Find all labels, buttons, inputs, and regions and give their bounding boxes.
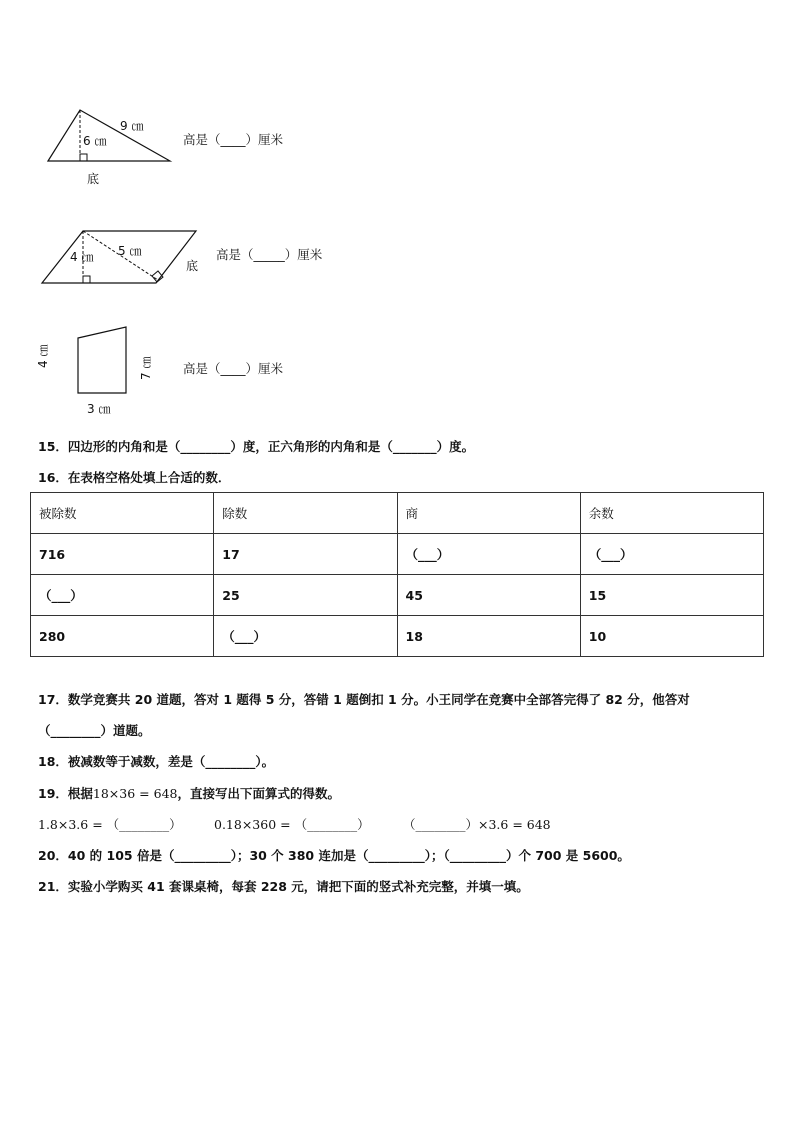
question-19-equation: 18×36 = 648	[92, 786, 178, 801]
trapezoid-left-label: 4 ㎝	[36, 344, 50, 368]
table-cell: 25	[214, 575, 397, 616]
question-15[interactable]: 15．四边形的内角和是（________）度，正六角形的内角和是（_______）度。	[38, 439, 475, 454]
question-19-a[interactable]: 1.8×3.6 = （________）	[38, 817, 182, 832]
question-19-c[interactable]: （________）×3.6 = 648	[403, 817, 551, 832]
question-17-line-2[interactable]: （________）道题。	[38, 723, 151, 738]
parallelogram-height-answer[interactable]: 高是（_____）厘米	[216, 247, 323, 262]
question-19-prefix: 19．根据	[38, 786, 93, 801]
table-cell: 716	[31, 534, 214, 575]
question-16: 16．在表格空格处填上合适的数．	[38, 470, 231, 485]
table-cell-blank[interactable]: （___）	[31, 575, 214, 616]
division-table	[30, 492, 764, 657]
table-header-row	[31, 493, 764, 534]
triangle-height-label: 6 ㎝	[83, 134, 107, 148]
table-cell-blank[interactable]: （___）	[214, 616, 397, 657]
parallelogram-height-label: 4 ㎝	[70, 250, 94, 264]
table-header-divisor: 除数	[214, 493, 397, 534]
question-18[interactable]: 18．被减数等于减数，差是（________）。	[38, 754, 275, 769]
trapezoid-figure	[70, 322, 140, 400]
question-21: 21．实验小学购买 41 套课桌椅，每套 228 元，请把下面的竖式补充完整，并填一填。	[38, 879, 529, 894]
question-20[interactable]: 20．40 的 105 倍是（_________）；30 个 380 连加是（_________）；（_________）个 700 是 5600。	[38, 848, 630, 863]
question-19	[38, 784, 340, 802]
question-17-line-1: 17．数学竞赛共 20 道题，答对 1 题得 5 分，答错 1 题倒扣 1 分。小王同学在竞赛中全部答完得了 82 分，他答对	[38, 692, 690, 707]
table-cell: 280	[31, 616, 214, 657]
table-cell: 17	[214, 534, 397, 575]
table-cell: 18	[397, 616, 580, 657]
question-19-suffix: ，直接写出下面算式的得数。	[177, 786, 340, 801]
triangle-height-answer[interactable]: 高是（____）厘米	[183, 132, 284, 147]
table-cell-blank[interactable]: （___）	[580, 534, 763, 575]
parallelogram-diagonal-label: 5 ㎝	[118, 244, 142, 258]
table-cell: 15	[580, 575, 763, 616]
trapezoid-bottom-label: 3 ㎝	[87, 402, 111, 416]
table-cell: 45	[397, 575, 580, 616]
table-header-quotient: 商	[397, 493, 580, 534]
trapezoid-right-label: 7 ㎝	[139, 356, 153, 380]
table-row	[31, 534, 764, 575]
table-cell-blank[interactable]: （___）	[397, 534, 580, 575]
table-row	[31, 616, 764, 657]
triangle-figure	[40, 105, 180, 170]
question-19-b[interactable]: 0.18×360 = （________）	[214, 817, 370, 832]
table-header-remainder: 余数	[580, 493, 763, 534]
table-cell: 10	[580, 616, 763, 657]
table-header-dividend: 被除数	[31, 493, 214, 534]
triangle-base-label: 底	[87, 172, 100, 186]
table-row	[31, 575, 764, 616]
triangle-side-label: 9 ㎝	[120, 119, 144, 133]
trapezoid-height-answer[interactable]: 高是（____）厘米	[183, 361, 284, 376]
parallelogram-base-label: 底	[186, 259, 199, 273]
